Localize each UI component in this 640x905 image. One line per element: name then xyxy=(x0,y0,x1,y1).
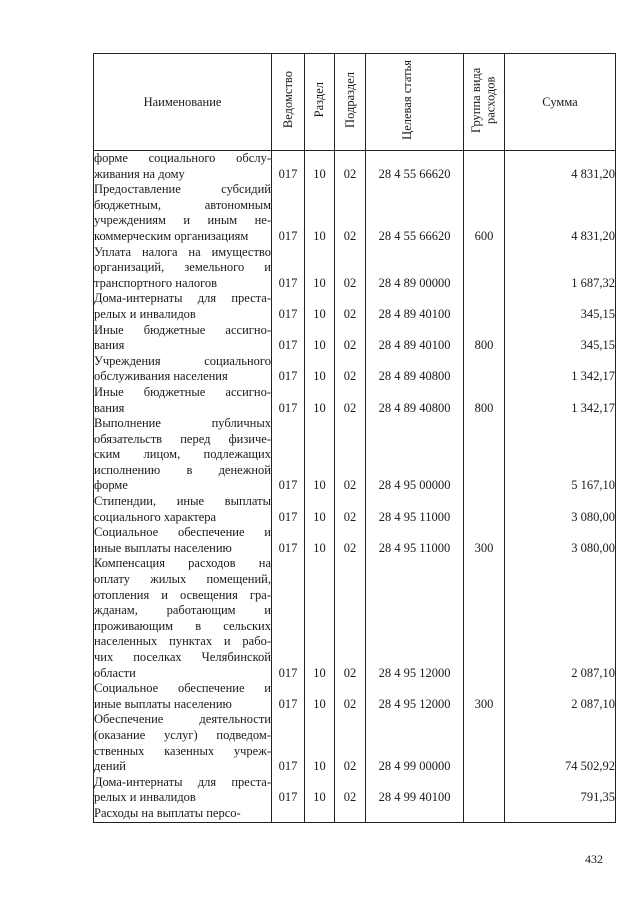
section-cell: 10 xyxy=(305,385,335,416)
target-cell: 28 4 95 11000 xyxy=(366,525,464,556)
header-name: Наименование xyxy=(94,54,272,151)
dept-cell: 017 xyxy=(272,323,305,354)
row-name-line: отопления и освещения гра- xyxy=(94,587,271,602)
row-name-line: Социальное обеспечение и xyxy=(94,681,271,696)
row-name-line: форме xyxy=(94,478,128,493)
page-number: 432 xyxy=(585,852,603,866)
row-name-line: обслуживания населения xyxy=(94,369,228,384)
section-cell: 10 xyxy=(305,323,335,354)
table-row xyxy=(94,291,616,322)
sum-cell: 791,35 xyxy=(505,775,616,806)
group-cell xyxy=(464,354,505,385)
target-cell: 28 4 99 00000 xyxy=(366,712,464,774)
dept-cell: 017 xyxy=(272,681,305,712)
section-cell: 10 xyxy=(305,556,335,681)
table-row xyxy=(94,712,616,774)
dept-cell: 017 xyxy=(272,525,305,556)
dept-cell: 017 xyxy=(272,354,305,385)
group-cell: 300 xyxy=(464,525,505,556)
header-dept: Ведомство xyxy=(272,54,305,151)
target-cell: 28 4 89 40100 xyxy=(366,323,464,354)
row-name-line: проживающим в сельских xyxy=(94,618,271,633)
row-name-cell xyxy=(94,681,272,712)
subsection-cell: 02 xyxy=(335,385,366,416)
sum-cell: 345,15 xyxy=(505,323,616,354)
subsection-cell: 02 xyxy=(335,712,366,774)
table-row xyxy=(94,416,616,494)
target-cell: 28 4 55 66620 xyxy=(366,182,464,244)
section-cell: 10 xyxy=(305,525,335,556)
target-cell: 28 4 95 00000 xyxy=(366,416,464,494)
row-name-cell xyxy=(94,525,272,556)
dept-cell: 017 xyxy=(272,245,305,292)
row-name-cell xyxy=(94,245,272,292)
row-name-line: Дома-интернаты для преста- xyxy=(94,291,271,306)
row-name-line: живания на дому xyxy=(94,166,185,181)
target-cell xyxy=(366,806,464,822)
sum-cell: 1 342,17 xyxy=(505,354,616,385)
subsection-cell: 02 xyxy=(335,681,366,712)
subsection-cell: 02 xyxy=(335,354,366,385)
sum-cell: 4 831,20 xyxy=(505,151,616,183)
row-name-cell xyxy=(94,712,272,774)
target-cell: 28 4 99 40100 xyxy=(366,775,464,806)
group-cell xyxy=(464,245,505,292)
group-cell xyxy=(464,416,505,494)
subsection-cell: 02 xyxy=(335,291,366,322)
row-name-line: транспортного налогов xyxy=(94,275,218,290)
row-name-line: области xyxy=(94,665,136,680)
dept-cell: 017 xyxy=(272,151,305,183)
header-subsection: Подраздел xyxy=(335,54,366,151)
row-name-line: Дома-интернаты для преста- xyxy=(94,774,271,789)
dept-cell xyxy=(272,806,305,822)
subsection-cell: 02 xyxy=(335,323,366,354)
table-row xyxy=(94,385,616,416)
row-name-line: иные выплаты населению xyxy=(94,696,232,711)
row-name-cell xyxy=(94,182,272,244)
group-cell xyxy=(464,151,505,183)
row-name-cell xyxy=(94,151,272,183)
sum-cell: 4 831,20 xyxy=(505,182,616,244)
dept-cell: 017 xyxy=(272,291,305,322)
target-cell: 28 4 89 00000 xyxy=(366,245,464,292)
row-name-line: Компенсация расходов на xyxy=(94,556,271,571)
row-name-line: организаций, земельного и xyxy=(94,260,271,275)
section-cell: 10 xyxy=(305,712,335,774)
dept-cell: 017 xyxy=(272,416,305,494)
row-name-line: вания xyxy=(94,400,125,415)
subsection-cell xyxy=(335,806,366,822)
row-name-cell xyxy=(94,291,272,322)
subsection-cell: 02 xyxy=(335,525,366,556)
table-row xyxy=(94,354,616,385)
target-cell: 28 4 95 11000 xyxy=(366,494,464,525)
group-cell: 800 xyxy=(464,385,505,416)
row-name-line: Расходы на выплаты персо- xyxy=(94,805,241,820)
dept-cell: 017 xyxy=(272,775,305,806)
table-row xyxy=(94,525,616,556)
subsection-cell: 02 xyxy=(335,494,366,525)
row-name-cell xyxy=(94,416,272,494)
target-cell: 28 4 55 66620 xyxy=(366,151,464,183)
row-name-line: Обеспечение деятельности xyxy=(94,712,271,727)
row-name-cell xyxy=(94,494,272,525)
row-name-line: оплату жилых помещений, xyxy=(94,572,271,587)
sum-cell: 2 087,10 xyxy=(505,681,616,712)
section-cell: 10 xyxy=(305,291,335,322)
dept-cell: 017 xyxy=(272,182,305,244)
target-cell: 28 4 95 12000 xyxy=(366,556,464,681)
sum-cell: 1 342,17 xyxy=(505,385,616,416)
sum-cell: 5 167,10 xyxy=(505,416,616,494)
dept-cell: 017 xyxy=(272,556,305,681)
row-name-line: бюджетным, автономным xyxy=(94,197,271,212)
subsection-cell: 02 xyxy=(335,775,366,806)
section-cell: 10 xyxy=(305,494,335,525)
sum-cell xyxy=(505,806,616,822)
dept-cell: 017 xyxy=(272,385,305,416)
table-row xyxy=(94,494,616,525)
section-cell: 10 xyxy=(305,775,335,806)
row-name-line: релых и инвалидов xyxy=(94,306,196,321)
row-name-line: учреждениям и иным не- xyxy=(94,213,271,228)
row-name-line: обязательств перед физиче- xyxy=(94,431,271,446)
subsection-cell: 02 xyxy=(335,416,366,494)
header-section: Раздел xyxy=(305,54,335,151)
group-cell: 300 xyxy=(464,681,505,712)
row-name-line: Социальное обеспечение и xyxy=(94,525,271,540)
group-cell xyxy=(464,556,505,681)
table-row xyxy=(94,806,616,822)
row-name-line: вания xyxy=(94,338,125,353)
target-cell: 28 4 89 40800 xyxy=(366,354,464,385)
row-name-line: форме социального обслу- xyxy=(94,151,271,165)
table-row xyxy=(94,323,616,354)
table-row xyxy=(94,775,616,806)
row-name-line: Уплата налога на имущество xyxy=(94,244,271,259)
sum-cell: 1 687,32 xyxy=(505,245,616,292)
row-name-line: жданам, работающим и xyxy=(94,603,271,618)
sum-cell: 2 087,10 xyxy=(505,556,616,681)
table-row xyxy=(94,681,616,712)
sum-cell: 3 080,00 xyxy=(505,525,616,556)
sum-cell: 74 502,92 xyxy=(505,712,616,774)
table-row xyxy=(94,556,616,681)
row-name-line: иные выплаты населению xyxy=(94,540,232,555)
group-cell: 800 xyxy=(464,323,505,354)
group-cell xyxy=(464,494,505,525)
group-cell xyxy=(464,712,505,774)
row-name-line: Иные бюджетные ассигно- xyxy=(94,322,271,337)
header-group: Группа вида расходов xyxy=(464,54,505,151)
row-name-line: ственных казенных учреж- xyxy=(94,743,271,758)
section-cell: 10 xyxy=(305,245,335,292)
row-name-cell xyxy=(94,806,272,822)
subsection-cell: 02 xyxy=(335,556,366,681)
section-cell: 10 xyxy=(305,416,335,494)
group-cell xyxy=(464,291,505,322)
row-name-cell xyxy=(94,385,272,416)
table-row xyxy=(94,182,616,244)
row-name-line: дений xyxy=(94,759,126,774)
row-name-line: чих поселках Челябинской xyxy=(94,650,271,664)
row-name-cell xyxy=(94,354,272,385)
row-name-line: Иные бюджетные ассигно- xyxy=(94,384,271,399)
row-name-line: ским лицом, подлежащих xyxy=(94,447,271,462)
row-name-cell xyxy=(94,323,272,354)
dept-cell: 017 xyxy=(272,494,305,525)
row-name-line: (оказание услуг) подведом- xyxy=(94,727,271,742)
row-name-line: Учреждения социального xyxy=(94,353,271,368)
subsection-cell: 02 xyxy=(335,182,366,244)
subsection-cell: 02 xyxy=(335,245,366,292)
row-name-line: Выполнение публичных xyxy=(94,416,271,431)
group-cell: 600 xyxy=(464,182,505,244)
table-row xyxy=(94,245,616,292)
section-cell: 10 xyxy=(305,151,335,183)
row-name-line: Стипендии, иные выплаты xyxy=(94,494,271,509)
section-cell: 10 xyxy=(305,681,335,712)
row-name-line: населенных пунктах и рабо- xyxy=(94,634,271,649)
header-sum: Сумма xyxy=(505,54,616,151)
row-name-line: релых и инвалидов xyxy=(94,790,196,805)
row-name-line: Предоставление субсидий xyxy=(94,182,271,197)
target-cell: 28 4 89 40800 xyxy=(366,385,464,416)
section-cell: 10 xyxy=(305,182,335,244)
section-cell xyxy=(305,806,335,822)
group-cell xyxy=(464,775,505,806)
sum-cell: 345,15 xyxy=(505,291,616,322)
header-target: Целевая статья xyxy=(366,54,464,151)
section-cell: 10 xyxy=(305,354,335,385)
table-row xyxy=(94,151,616,183)
row-name-line: социального характера xyxy=(94,509,217,524)
row-name-cell xyxy=(94,556,272,681)
row-name-line: коммерческим организациям xyxy=(94,228,249,243)
row-name-cell xyxy=(94,775,272,806)
table-body xyxy=(94,151,616,823)
target-cell: 28 4 95 12000 xyxy=(366,681,464,712)
header-row xyxy=(94,54,616,151)
budget-table xyxy=(93,53,616,823)
dept-cell: 017 xyxy=(272,712,305,774)
row-name-line: исполнению в денежной xyxy=(94,462,271,477)
group-cell xyxy=(464,806,505,822)
subsection-cell: 02 xyxy=(335,151,366,183)
sum-cell: 3 080,00 xyxy=(505,494,616,525)
target-cell: 28 4 89 40100 xyxy=(366,291,464,322)
